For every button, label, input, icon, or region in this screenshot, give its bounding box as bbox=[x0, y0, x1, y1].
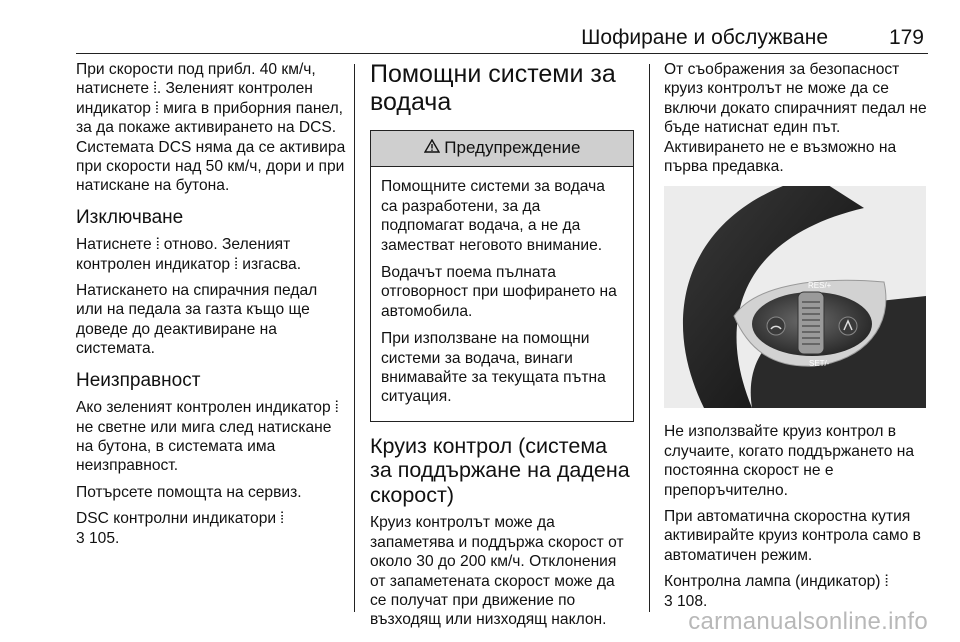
paragraph-dsc-reference bbox=[76, 509, 346, 548]
column-left bbox=[76, 60, 346, 555]
paragraph-fault: Ако зеленият контролен индикатор ⦙ не светне или мига след натискане на бутона, в системата има неизправност. bbox=[76, 399, 339, 475]
warning-paragraph: При използване на помощни системи за водача, винаги внимавайте за текущата пътна ситуация. bbox=[381, 330, 606, 406]
indicator-lamp-text: Контролна лампа (индикатор) ⦙ bbox=[664, 573, 889, 591]
paragraph-safety: От съображения за безопасност круиз контролът не може да се включи докато спирачният педал не бъде натиснат един път. Активирането не е възможно на първа предавка. bbox=[664, 61, 927, 176]
section-title: Шофиране и обслужване bbox=[581, 26, 828, 49]
warning-heading: Предупреждение bbox=[444, 138, 581, 157]
column-divider-2 bbox=[649, 64, 650, 612]
paragraph-do-not-use: Не използвайте круиз контрол в случаите, когато поддържането на постоянна скорост не е препоръчително. bbox=[664, 423, 914, 499]
watermark: carmanualsonline.info bbox=[688, 608, 928, 635]
paragraph-deactivation: Натискането на спирачния педал или на педала за газта къщо ще доведе до деактивиране на системата. bbox=[76, 282, 318, 358]
column-middle bbox=[370, 60, 634, 637]
column-right bbox=[664, 60, 930, 618]
paragraph-cruise-intro: Круиз контролът може да запаметява и поддържа скорост от около 30 до 200 км/ч. Отклонения от запаметената скорост може да се получат при движение по възходящ или низходящ наклон. bbox=[370, 514, 624, 629]
warning-paragraph: Помощните системи за водача са разработени, за да подпомагат водача, а не да заместват неговото внимание. bbox=[381, 178, 605, 254]
steering-wheel-controls-image bbox=[664, 186, 926, 408]
page-header bbox=[76, 20, 928, 56]
page-reference-link[interactable]: 3 108. bbox=[664, 592, 708, 610]
warning-header bbox=[371, 131, 633, 167]
heading-switch-off: Изключване bbox=[76, 206, 184, 228]
section-heading-driver-assistance: Помощни системи за водача bbox=[370, 60, 616, 116]
paragraph-automatic: При автоматична скоростна кутия активирайте круиз контрола само в автоматичен режим. bbox=[664, 508, 921, 564]
set-minus-label: SET/- bbox=[809, 359, 830, 369]
paragraph-indicator-reference bbox=[664, 572, 930, 611]
warning-box bbox=[370, 130, 634, 422]
page-reference-link[interactable]: 3 105. bbox=[76, 529, 120, 547]
heading-fault: Неизправност bbox=[76, 369, 201, 391]
paragraph-service: Потърсете помощта на сервиз. bbox=[76, 483, 302, 501]
warning-paragraph: Водачът поема пълната отговорност при шофирането на автомобила. bbox=[381, 264, 617, 320]
dsc-indicator-text: DSC контролни индикатори ⦙ bbox=[76, 510, 284, 528]
header-divider bbox=[76, 53, 928, 54]
paragraph-switch-off: Натиснете ⦙ отново. Зеленият контролен индикатор ⦙ изгасва. bbox=[76, 236, 302, 273]
page-number: 179 bbox=[888, 26, 924, 49]
section-heading-cruise-control: Круиз контрол (система за поддържане на дадена скорост) bbox=[370, 433, 630, 507]
paragraph-dcs-activation: При скорости под прибл. 40 км/ч, натиснете ⦙. Зеленият контролен индикатор ⦙ мига в приборния панел, за да покаже активирането на DCS. Системата DCS няма да се активира при скорости над 50 км/ч, дори и при натискане на бутона. bbox=[76, 61, 346, 195]
warning-body bbox=[371, 167, 633, 420]
column-divider-1 bbox=[354, 64, 355, 612]
warning-triangle-icon bbox=[424, 139, 440, 158]
res-plus-label: RES/+ bbox=[808, 281, 832, 291]
